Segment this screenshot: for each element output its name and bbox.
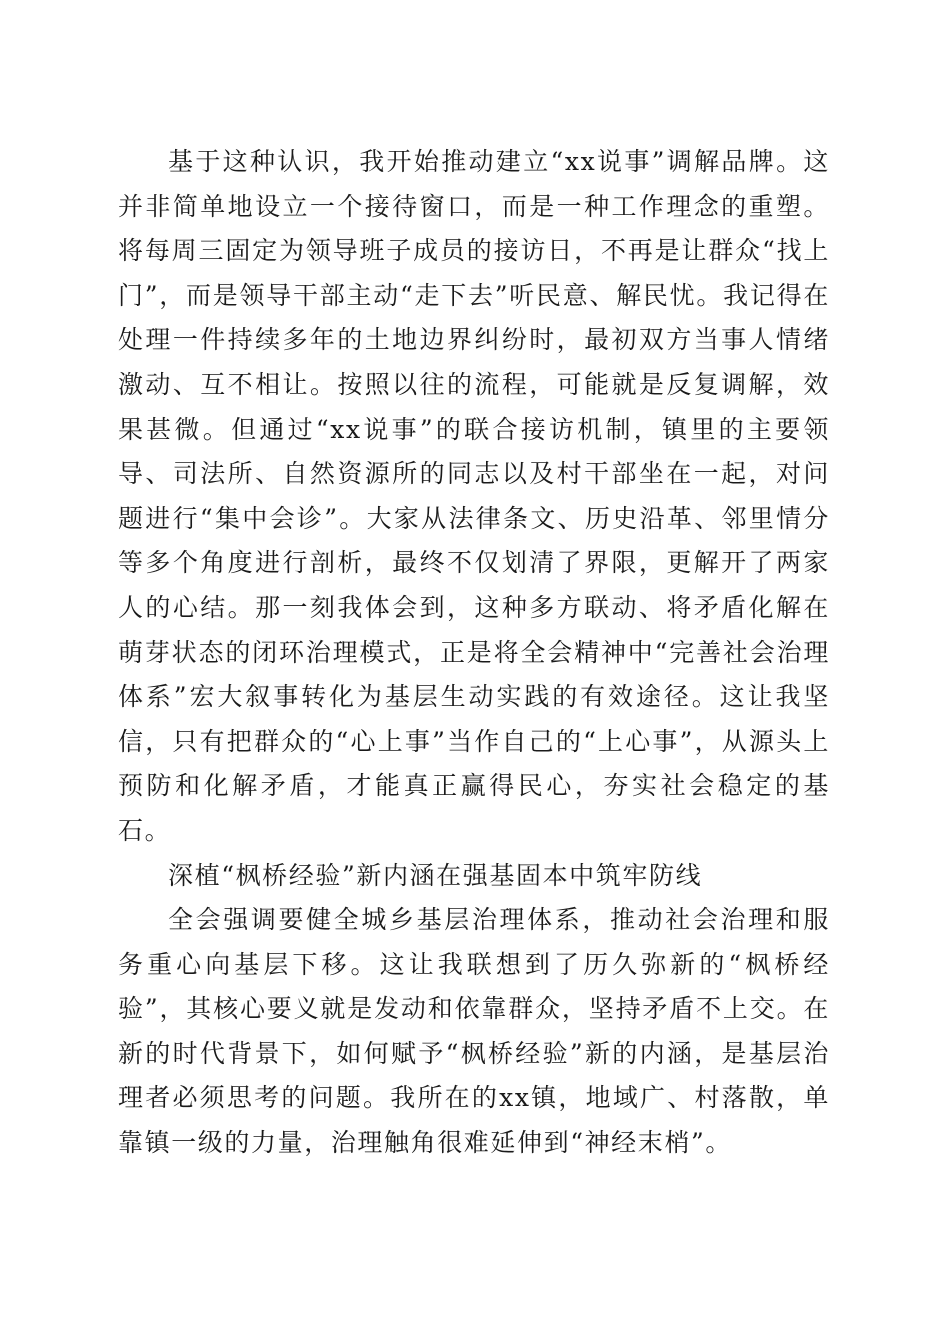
section-heading: 深植“枫桥经验”新内涵在强基固本中筑牢防线 (168, 860, 703, 890)
body-paragraph-1: 基于这种认识，我开始推动建立“xx说事”调解品牌。这并非简单地设立一个接待窗口，而是一种工作理念的重塑。将每周三固定为领导班子成员的接访日，不再是让群众“找上门”，而是领导干部主动“走下去”听民意、解民忧。我记得在处理一件持续多年的土地边界纠纷时，最初双方当事人情绪激动、互不相让。按照以往的流程，可能就是反复调解，效果甚微。但通过“xx说事”的联合接访机制，镇里的主要领导、司法所、自然资源所的同志以及村干部坐在一起，对问题进行“集中会诊”。大家从法律条文、历史沿革、邻里情分等多个角度进行剖析，最终不仅划清了界限，更解开了两家人的心结。那一刻我体会到，这种多方联动、将矛盾化解在萌芽状态的闭环治理模式，正是将全会精神中“完善社会治理体系”宏大叙事转化为基层生动实践的有效途径。这让我坚信，只有把群众的“心上事”当作自己的“上心事”，从源头上预防和化解矛盾，才能真正赢得民心，夯实社会稳定的基石。 (118, 147, 830, 845)
document-body (118, 140, 830, 1166)
body-paragraph-2: 全会强调要健全城乡基层治理体系，推动社会治理和服务重心向基层下移。这让我联想到了历久弥新的“枫桥经验”，其核心要义就是发动和依靠群众，坚持矛盾不上交。在新的时代背景下，如何赋予“枫桥经验”新的内涵，是基层治理者必须思考的问题。我所在的xx镇，地域广、村落散，单靠镇一级的力量，治理触角很难延伸到“神经末梢”。 (118, 905, 830, 1158)
